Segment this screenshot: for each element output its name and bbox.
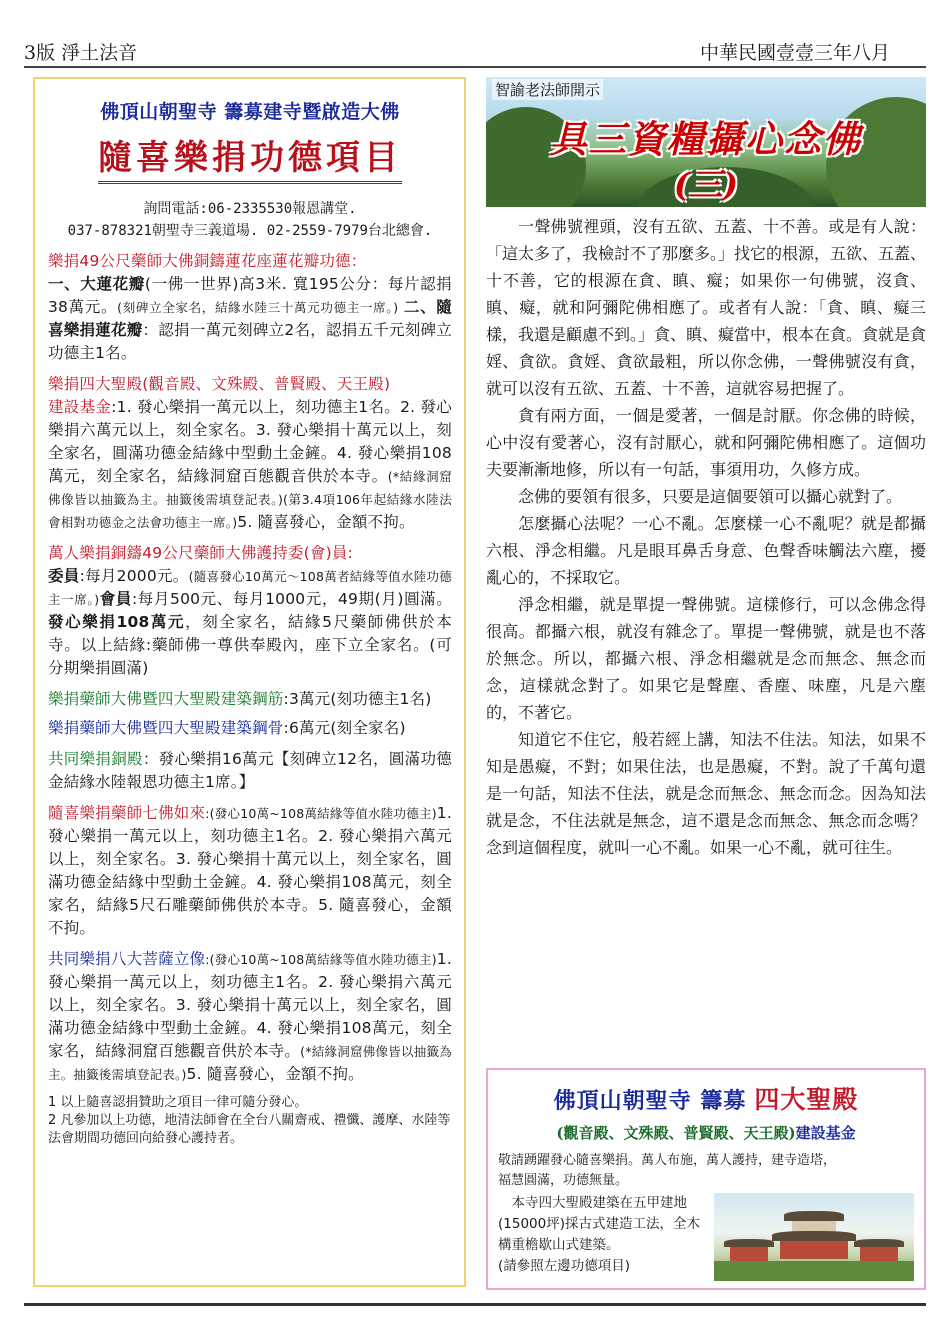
paragraph: 知道它不住它，般若經上講，知法不住法。知法，如果不知是愚癡，不對；如果住法，也是愚癡，不對。說了千萬句還是一句話，知法不住法，就是念而無念、無念而念。因為知法就是念，不住法就是無念，這不還是念而無念、無念而念嗎？念到這個程度，就叫一心不亂。如果一心不亂，就可往生。: [486, 730, 926, 857]
section-heading: 樂捐49公尺藥師大佛銅鑄蓮花座蓮花瓣功德：: [48, 252, 367, 270]
ad-body: 本寺四大聖殿建築在五甲建地(15000坪)採古式建造工法，全木構重檐歇山式建築。 (請參照左邊功德項目): [498, 1193, 708, 1281]
paragraph: 念佛的要領有很多，只要是這個要領可以攝心就對了。: [518, 487, 903, 506]
article-banner: [486, 77, 926, 207]
banner-subtitle: 智諭老法師開示: [492, 79, 603, 100]
footnote-2: 2 凡參加以上功德，地清法師會在全台八關齋戒、禮懺、護摩、水陸等法會期間功德回向給發心護持者。: [48, 1113, 451, 1146]
banner-part: (三): [673, 165, 739, 204]
section-bronze-hall: 共同樂捐銅殿：發心樂捐16萬元【刻碑立12名，圓滿功德金結緣水陸報恩功德主1席。】: [48, 750, 453, 791]
contact-info: [48, 198, 452, 242]
header-rule: [24, 66, 926, 68]
section-rebar: 樂捐藥師大佛暨四大聖殿建築鋼筋:3萬元(刻功德主1名) 樂捐藥師大佛暨四大聖殿建築鋼骨:6萬元(刻全家名): [48, 690, 432, 737]
paragraph: 貪有兩方面，一個是愛著，一個是討厭。你念佛的時候，心中沒有愛著心，沒有討厭心，就和阿彌陀佛相應了。這個功夫要漸漸地修，所以有一句話，事須用功，久修方成。: [486, 406, 926, 479]
article-body: [486, 213, 926, 861]
footnote-1: 1 以上隨喜認捐贊助之項目一律可隨分發心。: [48, 1095, 308, 1110]
section-heading: 樂捐四大聖殿(觀音殿、文殊殿、普賢殿、天王殿): [48, 375, 391, 393]
section-committee: 萬人樂捐銅鑄49公尺藥師大佛護持委(會)員: 委員:每月2000元。(隨喜發心10萬元～108萬者結緣等值水陸功德主一席。)會員:每月500元、每月1000元，49期(月)圓滿。發心樂捐108萬元，刻全家名，結緣5尺藥師佛供於本寺。以上結緣:藥師佛一尊供奉殿內，座下立全家名。(可分期樂捐圓滿): [48, 544, 452, 677]
footnotes: [48, 1094, 452, 1148]
four-halls-fundraising-box: [486, 1068, 926, 1290]
issue-label: 3版 淨土法音: [24, 42, 138, 64]
ad-description: 敬請踴躍發心隨喜樂捐。萬人布施，萬人護持，建寺造塔， 福慧圓滿，功德無量。: [498, 1153, 837, 1188]
section-lotus-petals: 樂捐49公尺藥師大佛銅鑄蓮花座蓮花瓣功德： 一、大蓮花瓣(一佛一世界)高3米. 寬195公分：每片認捐38萬元。(刻碑立全家名，結緣水陸三十萬元功德主一席。) 二、隨喜樂捐蓮花瓣：認捐一萬元刻碑立2名，認捐五千元刻碑立功德主1名。: [48, 252, 453, 362]
section-seven-buddhas: 隨喜樂捐藥師七佛如來:(發心10萬~108萬結緣等值水陸功德主)1. 發心樂捐一萬元以上，刻功德主1名。2. 發心樂捐六萬元以上，刻全家名。3. 發心樂捐十萬元以上，刻全家名，圓滿功德金結緣中型動土金鏟。4. 發心樂捐108萬元，刻全家名，結緣5尺石雕藥師佛供於本寺。5. 隨喜發心，金額不拘。: [48, 804, 452, 937]
ad-subtitle: (觀音殿、文殊殿、普賢殿、天王殿)建設基金: [556, 1124, 856, 1142]
footer-rule: [24, 1303, 926, 1306]
issue-date: 中華民國壹壹三年八月: [699, 42, 890, 64]
paragraph: 怎麼攝心法呢？一心不亂。怎麼樣一心不亂呢？就是都攝六根、淨念相繼。凡是眼耳鼻舌身意、色聲香味觸法六塵，擾亂心的，不採取它。: [486, 514, 926, 587]
section-four-halls: 樂捐四大聖殿(觀音殿、文殊殿、普賢殿、天王殿) 建設基金:1. 發心樂捐一萬元以上，刻功德主1名。2. 發心樂捐六萬元以上，刻全家名。3. 發心樂捐十萬元以上，刻全家名，圓滿功德金結緣中型動土金鏟。4. 發心樂捐108萬元，刻全家名，結緣洞窟百態觀音供於本寺。(*結緣洞窟佛像皆以抽籤為主。抽籤後需填登記表。)(第3.4項106年起結緣水陸法會相對功德金之法會功德主一席。)5. 隨喜發心，金額不拘。: [48, 375, 453, 531]
contact-line-1: 詢問電話:06-2335530報恩講堂.: [143, 201, 357, 217]
paragraph: 淨念相繼，就是單提一聲佛號。這樣修行，可以念佛念得很高。都攝六根，就沒有雜念了。單提一聲佛號，就是也不落於無念。所以，都攝六根、淨念相繼就是念而無念、無念而念，這樣就念對了。如果它是聲塵、香塵、味塵，凡是六塵的，不著它。: [486, 595, 926, 722]
page-header: [0, 0, 950, 68]
banner-title: 具三資糧攝心念佛: [550, 117, 862, 161]
donation-box-headline: 隨喜樂捐功德項目: [48, 130, 452, 184]
donation-items-box: [33, 77, 466, 1287]
contact-line-2: 037-878321朝聖寺三義道場. 02-2559-7979台北總會.: [67, 223, 433, 239]
temple-photo: [714, 1193, 914, 1281]
section-eight-bodhisattvas: 共同樂捐八大菩薩立像:(發心10萬~108萬結緣等值水陸功德主)1. 發心樂捐一萬元以上，刻功德主1名。2. 發心樂捐六萬元以上，刻全家名。3. 發心樂捐十萬元以上，刻全家名，圓滿功德金結緣中型動土金鏟。4. 發心樂捐108萬元，刻全家名，結緣洞窟百態觀音供於本寺。(*結緣洞窟佛像皆以抽籤為主。抽籤後需填登記表。)5. 隨喜發心，金額不拘。: [48, 950, 453, 1083]
paragraph: 一聲佛號裡頭，沒有五欲、五蓋、十不善。或是有人說：「這太多了，我檢討不了那麼多。」找它的根源，五欲、五蓋、十不善，它的根源在貪、瞋、癡；如果你一句佛號，沒貪、瞋、癡，就和阿彌陀佛相應了。或者有人說：「貪、瞋、癡三樣，我還是顧慮不到。」貪、瞋、癡當中，根本在貪。貪就是貪婬、貪欲。貪婬、貪欲最粗，所以你念佛，一聲佛號沒有貪，就可以沒有五欲、五蓋、十不善，這就容易把握了。: [486, 217, 927, 398]
ad-title: 佛頂山朝聖寺 籌募 四大聖殿: [553, 1085, 859, 1114]
ad-reference: (請參照左邊功德項目): [498, 1258, 631, 1274]
donation-box-title: 佛頂山朝聖寺 籌募建寺暨啟造大佛: [100, 101, 400, 123]
section-heading: 萬人樂捐銅鑄49公尺藥師大佛護持委(會)員:: [48, 544, 353, 562]
